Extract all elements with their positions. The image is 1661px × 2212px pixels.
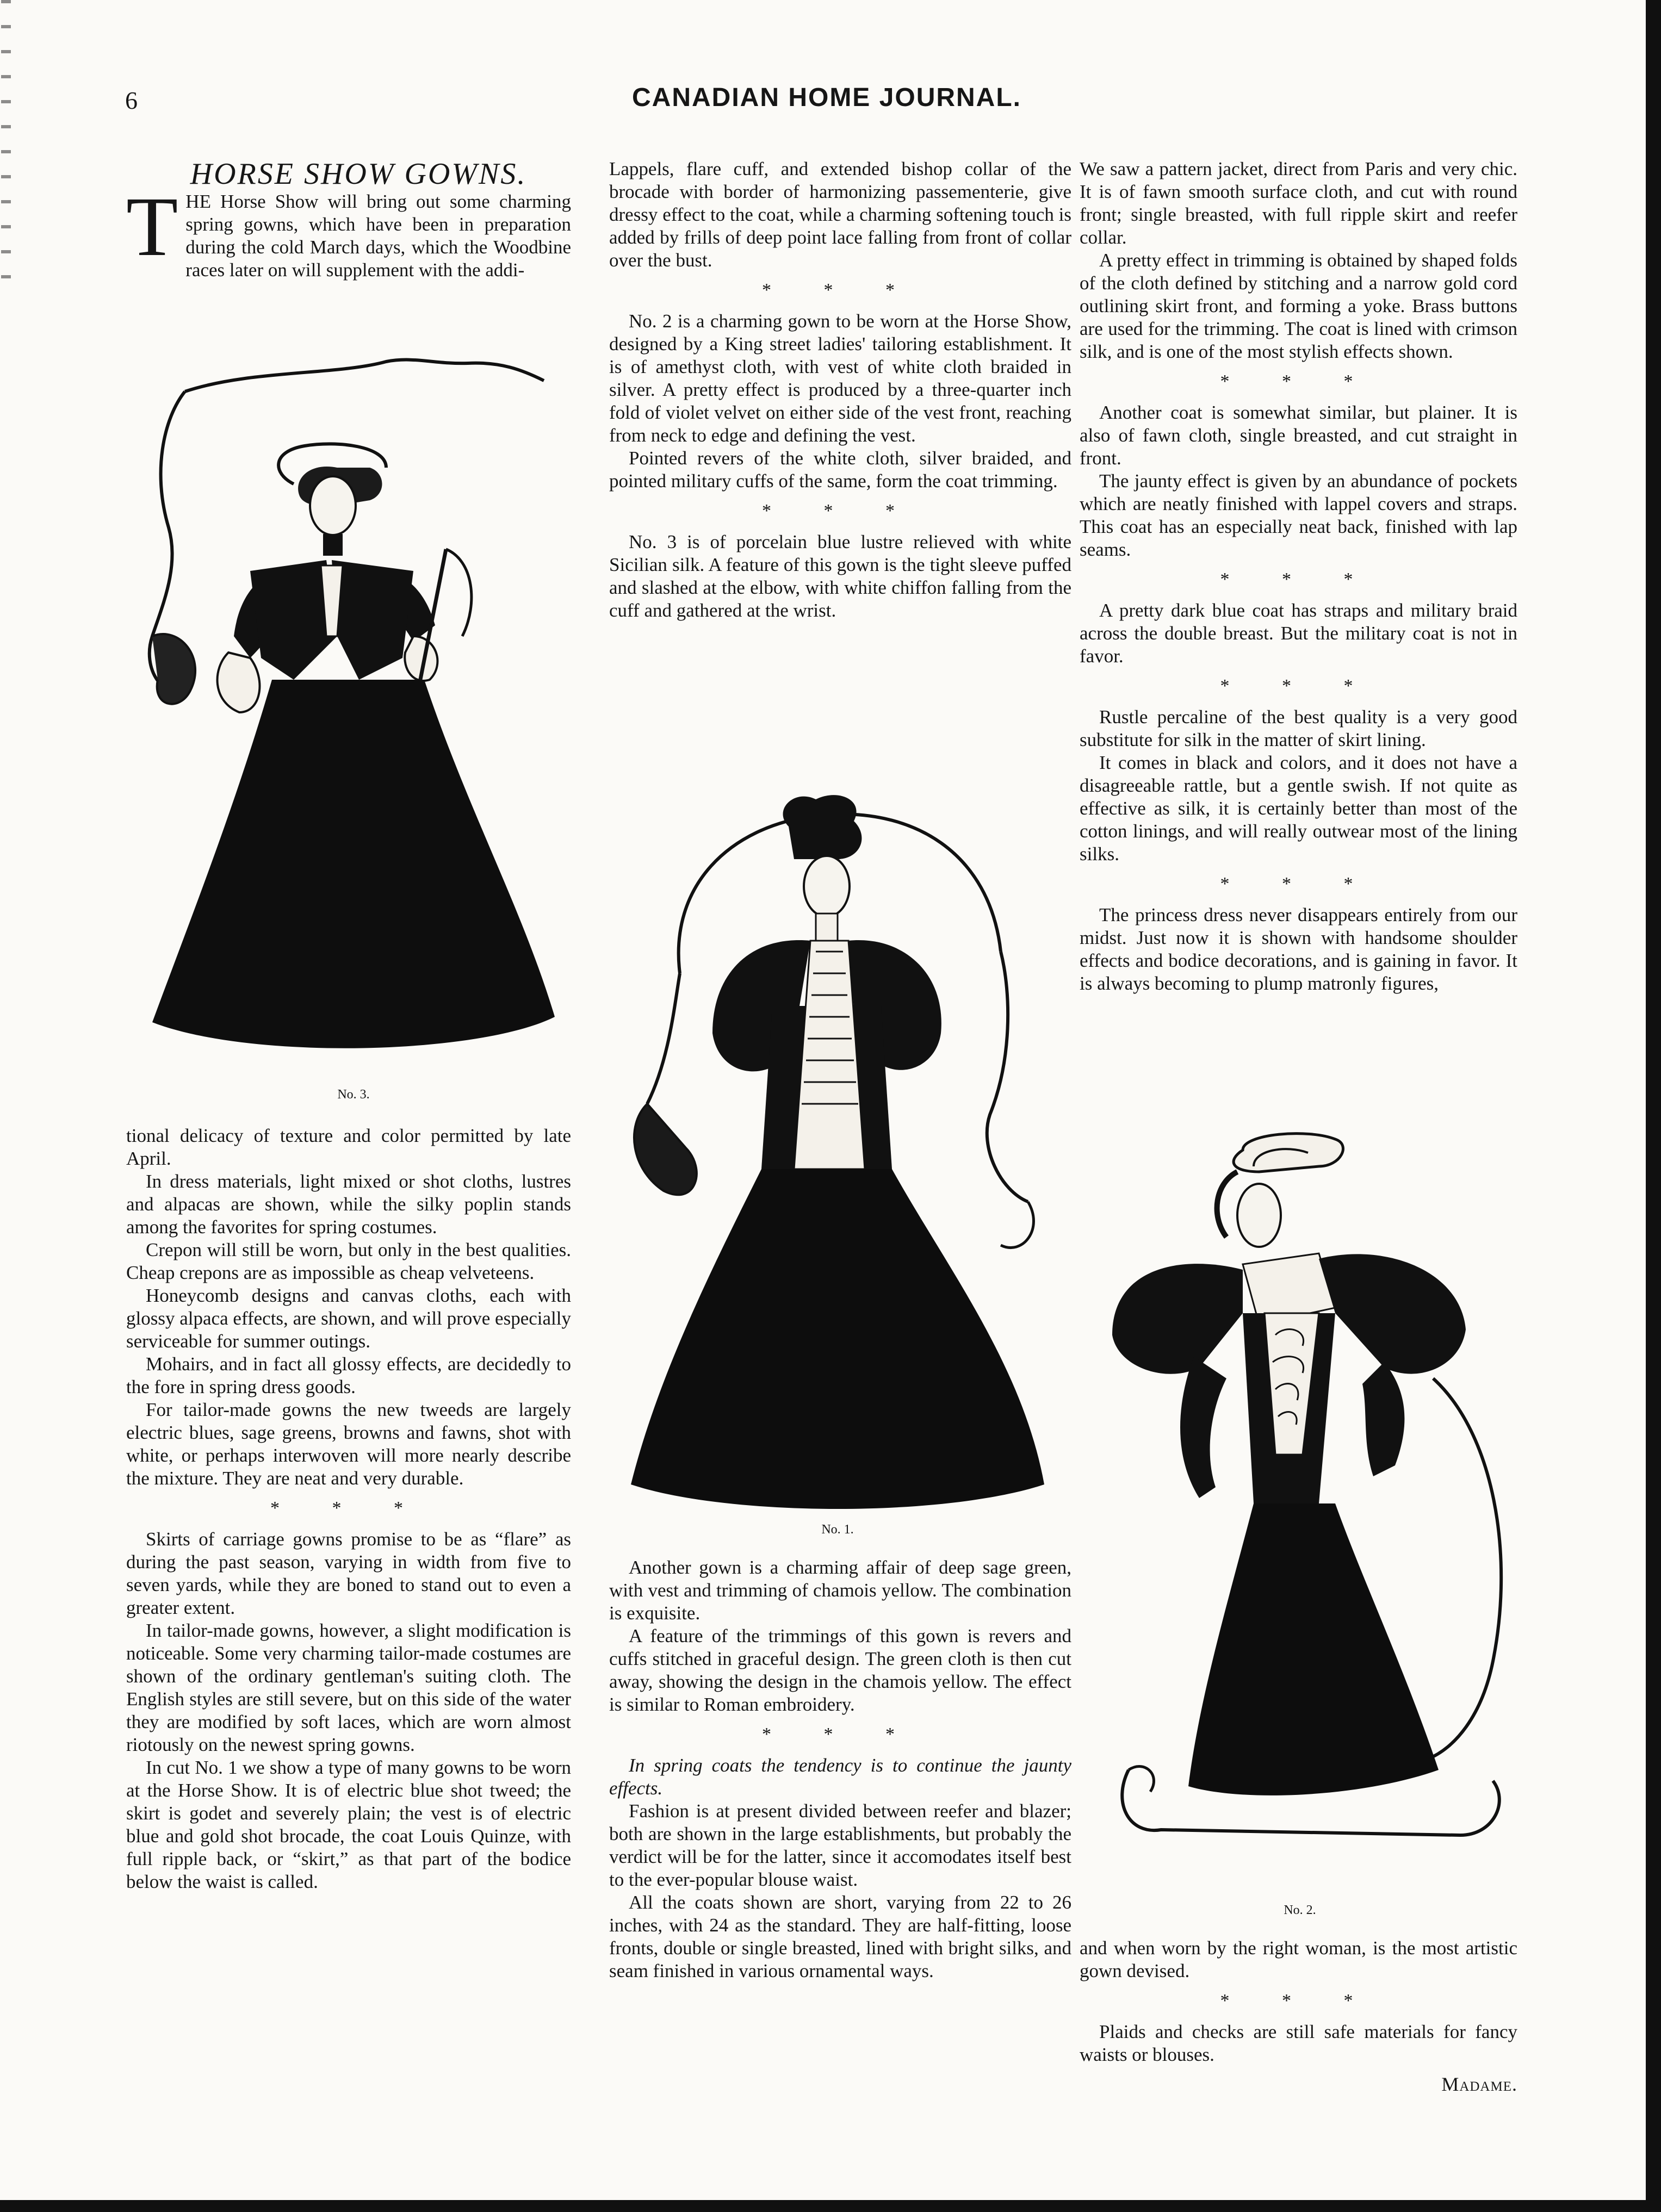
section-separator: * * * <box>762 280 919 300</box>
section-separator: * * * <box>1220 371 1377 392</box>
caption-no2: No. 2. <box>1284 1903 1316 1917</box>
figure-gown-no2 <box>1080 1128 1517 1900</box>
paragraph: A pretty dark blue coat has straps and military braid across the double breast. But the military coat is not in favor. <box>1080 600 1517 667</box>
intro-text: HE Horse Show will bring out some charming spring gowns, which have been in preparation during the cold March days, which the Woodbine races later on will supplement with the addi- <box>185 191 571 281</box>
paragraph: In dress materials, light mixed or shot cloths, lustres and alpacas are shown, while the silky poplin stands among the favorites for spring costumes. <box>126 1171 571 1238</box>
column-1-continued <box>126 1124 571 1893</box>
figure-gown-no1 <box>609 778 1071 1520</box>
section-separator: * * * <box>1220 874 1377 894</box>
section-separator: * * * <box>270 1498 427 1518</box>
author-signature: Madame. <box>1441 2073 1517 2095</box>
page-number: 6 <box>125 86 138 114</box>
gown-illustration-no2 <box>1080 1128 1517 1900</box>
gown-illustration-no1 <box>609 778 1071 1520</box>
paragraph: No. 3 is of porcelain blue lustre relieved with white Sicilian silk. A feature of this gown is the tight sleeve puffed and slashed at the elbow, with white chiffon falling from the cuff and gathered at the wrist. <box>609 531 1071 621</box>
column-2-continued <box>609 1556 1071 1983</box>
paragraph: Pointed revers of the white cloth, silver braided, and pointed military cuffs of the same, form the coat trimming. <box>609 448 1071 492</box>
paragraph: Another coat is somewhat similar, but plainer. It is also of fawn cloth, single breasted, and cut straight in front. <box>1080 402 1517 469</box>
page-header <box>114 82 1539 125</box>
paragraph: Honeycomb designs and canvas cloths, each with glossy alpaca effects, are shown, and will prove especially serviceable for summer outings. <box>126 1285 571 1352</box>
paragraph: Another gown is a charming affair of deep sage green, with vest and trimming of chamois yellow. The combination is exquisite. <box>609 1557 1071 1624</box>
paragraph: No. 2 is a charming gown to be worn at the Horse Show, designed by a King street ladies' tailoring establishment. It is of amethyst cloth, with vest of white cloth braided in silver. A pretty effect is produced by a three-quarter inch fold of violet velvet on either side of the vest front, reaching from neck to edge and defining the vest. <box>609 310 1071 446</box>
figure-gown-no3 <box>131 332 566 1085</box>
column-3 <box>1080 158 1517 995</box>
section-separator: * * * <box>1220 676 1377 696</box>
paragraph: A feature of the trimmings of this gown is revers and cuffs stitched in graceful design. The green cloth is then cut away, showing the design in the chamois yellow. The effect is similar to Roman embroidery. <box>609 1625 1071 1715</box>
paragraph: A pretty effect in trimming is obtained by shaped folds of the cloth defined by stitching and a narrow gold cord outlining skirt front, and forming a yoke. Brass buttons are used for the trimming. The coat is lined with crimson silk, and is one of the most stylish effects shown. <box>1080 250 1517 362</box>
paragraph: tional delicacy of texture and color permitted by late April. <box>126 1125 571 1169</box>
paragraph: Plaids and checks are still safe materials for fancy waists or blouses. <box>1080 2021 1517 2065</box>
paragraph: Lappels, flare cuff, and extended bishop collar of the brocade with border of harmonizing passementerie, give dressy effect to the coat, while a charming softening touch is added by frills of deep point lace falling from front of collar over the bust. <box>609 158 1071 271</box>
section-separator: * * * <box>1220 569 1377 589</box>
scan-edge-right <box>1646 0 1661 2212</box>
paragraph: In spring coats the tendency is to continue the jaunty effects. <box>609 1755 1071 1799</box>
caption-no3: No. 3. <box>337 1088 370 1102</box>
scan-edge-bottom <box>0 2200 1661 2212</box>
paragraph: Skirts of carriage gowns promise to be as “flare” as during the past season, varying in width from five to seven yards, while they are boned to stand out to even a greater extent. <box>126 1528 571 1618</box>
column-2 <box>609 158 1071 622</box>
paragraph: The princess dress never disappears entirely from our midst. Just now it is shown with handsome shoulder effects and bodice decorations, and is gaining in favor. It is always becoming to plump matronly figures, <box>1080 904 1517 994</box>
drop-cap: T <box>126 179 178 274</box>
caption-no1: No. 1. <box>821 1523 854 1537</box>
paragraph: Fashion is at present divided between reefer and blazer; both are shown in the large establishments, but probably the verdict will be for the latter, since it accomodates itself best to the ever-popular blouse waist. <box>609 1800 1071 1890</box>
paragraph: Mohairs, and in fact all glossy effects, are decidedly to the fore in spring dress goods. <box>126 1353 571 1397</box>
paragraph: We saw a pattern jacket, direct from Paris and very chic. It is of fawn smooth surface cloth, and cut with round front; single breasted, with full ripple skirt and reefer collar. <box>1080 158 1517 248</box>
paragraph: Crepon will still be worn, but only in the best qualities. Cheap crepons are as impossible as cheap velveteens. <box>126 1239 571 1283</box>
section-separator: * * * <box>762 501 919 521</box>
section-separator: * * * <box>1220 1991 1377 2011</box>
paragraph: The jaunty effect is given by an abundance of pockets which are neatly finished with lappel covers and straps. This coat has an especially neat back, finished with lap seams. <box>1080 470 1517 560</box>
column-1 <box>126 158 571 282</box>
section-separator: * * * <box>762 1724 919 1744</box>
running-head: CANADIAN HOME JOURNAL. <box>632 83 1021 112</box>
paragraph: It comes in black and colors, and it does not have a disagreeable rattle, but a gentle swish. If not quite as effective as silk, it is certainly better than most of the cotton linings, and will really outwear most of the lining silks. <box>1080 752 1517 865</box>
scan-edge-left <box>1 0 11 283</box>
paragraph: and when worn by the right woman, is the most artistic gown devised. <box>1080 1937 1517 1981</box>
paragraph: For tailor-made gowns the new tweeds are largely electric blues, sage greens, browns and fawns, shot with white, or perhaps interwoven will more nearly describe the mixture. They are neat and very durable. <box>126 1399 571 1489</box>
paragraph: Rustle percaline of the best quality is a very good substitute for silk in the matter of skirt lining. <box>1080 706 1517 750</box>
paragraph: In cut No. 1 we show a type of many gowns to be worn at the Horse Show. It is of electric blue shot tweed; the skirt is godet and severely plain; the vest is of electric blue and gold shot brocade, the coat Louis Quinze, with full ripple back, or “skirt,” as that part of the bodice below the waist is called. <box>126 1757 571 1892</box>
column-3-continued <box>1080 1937 1517 2096</box>
paragraph: In tailor-made gowns, however, a slight modification is noticeable. Some very charming tailor-made costumes are shown of the ordinary gentleman's suiting cloth. The English styles are still severe, but on this side of the water they are modified by soft laces, which are worn almost riotously on the newest spring gowns. <box>126 1620 571 1755</box>
gown-illustration-no3 <box>131 332 566 1085</box>
article-intro <box>126 179 571 282</box>
paragraph: All the coats shown are short, varying from 22 to 26 inches, with 24 as the standard. They are half-fitting, loose fronts, double or single breasted, lined with bright silks, and seam finished in various ornamental ways. <box>609 1892 1071 1981</box>
article-title: HORSE SHOW GOWNS. <box>190 157 527 191</box>
